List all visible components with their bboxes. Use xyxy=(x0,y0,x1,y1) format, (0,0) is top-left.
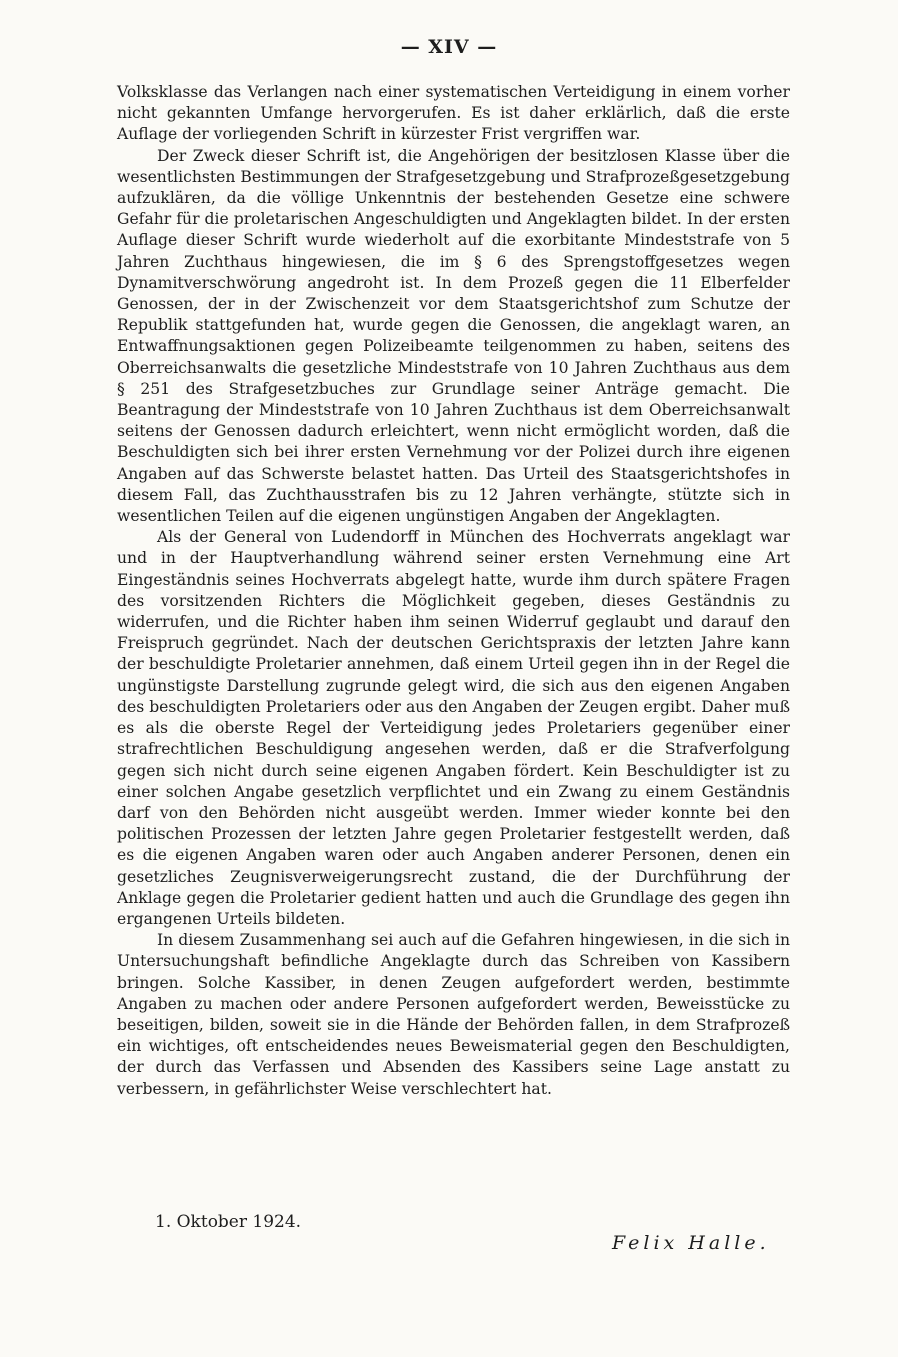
paragraph-kassiber: In diesem Zusammenhang sei auch auf die Gefahren hingewiesen, in die sich in Untersuchungshaft befindliche Angeklagte durch das Schreiben von Kassibern bringen. Solche Kassiber, in denen Zeugen aufgefordert werden, bestimmte Angaben zu machen oder andere Personen aufgefordert werden, Beweisstücke zu beseitigen, bilden, soweit sie in die Hände der Behörden fallen, in dem Strafprozeß ein wichtiges, oft entscheidendes neues Beweismaterial gegen den Beschuldigten, der durch das Verfassen und Absenden des Kassibers seine Lage anstatt zu verbessern, in gefährlichster Weise verschlechtert hat. xyxy=(117,931,790,1098)
body-text xyxy=(117,82,790,1100)
paragraph-ludendorff: Als der General von Ludendorff in München des Hochverrats angeklagt war und in der Hauptverhandlung während seiner ersten Vernehmung eine Art Eingeständnis seines Hochverrats abgelegt hatte, wurde ihm durch spätere Fragen des vorsitzenden Richters die Möglichkeit gegeben, dieses Geständnis zu widerrufen, und die Richter haben ihm seinen Widerruf geglaubt und darauf den Freispruch gegründet. Nach der deutschen Gerichtspraxis der letzten Jahre kann der beschuldigte Proletarier annehmen, daß einem Urteil gegen ihn in der Regel die ungünstigste Darstellung zugrunde gelegt wird, die sich aus den eigenen Angaben des beschuldigten Proletariers oder aus den Angaben der Zeugen ergibt. Daher muß es als die oberste Regel der Verteidigung jedes Proletariers gegenüber einer strafrechtlichen Beschuldigung angesehen werden, daß er die Strafverfolgung gegen sich nicht durch seine eigenen Angaben fördert. Kein Beschuldigter ist zu einer solchen Angabe gesetzlich verpflichtet und ein Zwang zu einem Geständnis darf von den Behörden nicht ausgeübt werden. Immer wieder konnte bei den politischen Prozessen der letzten Jahre gegen Proletarier festgestellt werden, daß es die eigenen Angaben waren oder auch Angaben anderer Personen, denen ein gesetzliches Zeugnisverweigerungsrecht zustand, die der Durchführung der Anklage gegen die Proletarier gedient hatten und auch die Grundlage des gegen ihn ergangenen Urteils bildeten. xyxy=(117,528,790,928)
author-signature: Felix Halle. xyxy=(612,1232,770,1254)
date-line: 1. Oktober 1924. xyxy=(155,1212,302,1232)
page-number-header: — XIV — xyxy=(400,36,498,58)
paragraph-purpose: Der Zweck dieser Schrift ist, die Angehörigen der besitzlosen Klasse über die wesentlichsten Bestimmungen der Strafgesetzgebung und Strafprozeßgesetzgebung aufzuklären, da die völlige Unkenntnis der bestehenden Gesetze eine schwere Gefahr für die proletarischen Angeschuldigten und Angeklagten bildet. In der ersten Auflage dieser Schrift wurde wiederholt auf die exorbitante Mindeststrafe von 5 Jahren Zuchthaus hingewiesen, die im § 6 des Sprengstoffgesetzes wegen Dynamitverschwörung angedroht ist. In dem Prozeß gegen die 11 Elberfelder Genossen, der in der Zwischenzeit vor dem Staatsgerichtshof zum Schutze der Republik stattgefunden hat, wurde gegen die Genossen, die angeklagt waren, an Entwaffnungsaktionen gegen Polizeibeamte teilgenommen zu haben, seitens des Oberreichsanwalts die gesetzliche Mindeststrafe von 10 Jahren Zuchthaus aus dem § 251 des Strafgesetzbuches zur Grundlage seiner Anträge gemacht. Die Beantragung der Mindeststrafe von 10 Jahren Zuchthaus ist dem Oberreichsanwalt seitens der Genossen dadurch erleichtert, wenn nicht ermöglicht worden, daß die Beschuldigten sich bei ihrer ersten Vernehmung vor der Polizei durch ihre eigenen Angaben auf das Schwerste belastet hatten. Das Urteil des Staatsgerichtshofes in diesem Fall, das Zuchthausstrafen bis zu 12 Jahren verhängte, stützte sich in wesentlichen Teilen auf die eigenen ungünstigen Angaben der Angeklagten. xyxy=(117,146,790,526)
paragraph-continuation: Volksklasse das Verlangen nach einer systematischen Verteidigung in einem vorher nicht gekannten Umfange hervorgerufen. Es ist daher erklärlich, daß die erste Auflage der vorliegenden Schrift in kürzester Frist vergriffen war. xyxy=(117,83,790,144)
